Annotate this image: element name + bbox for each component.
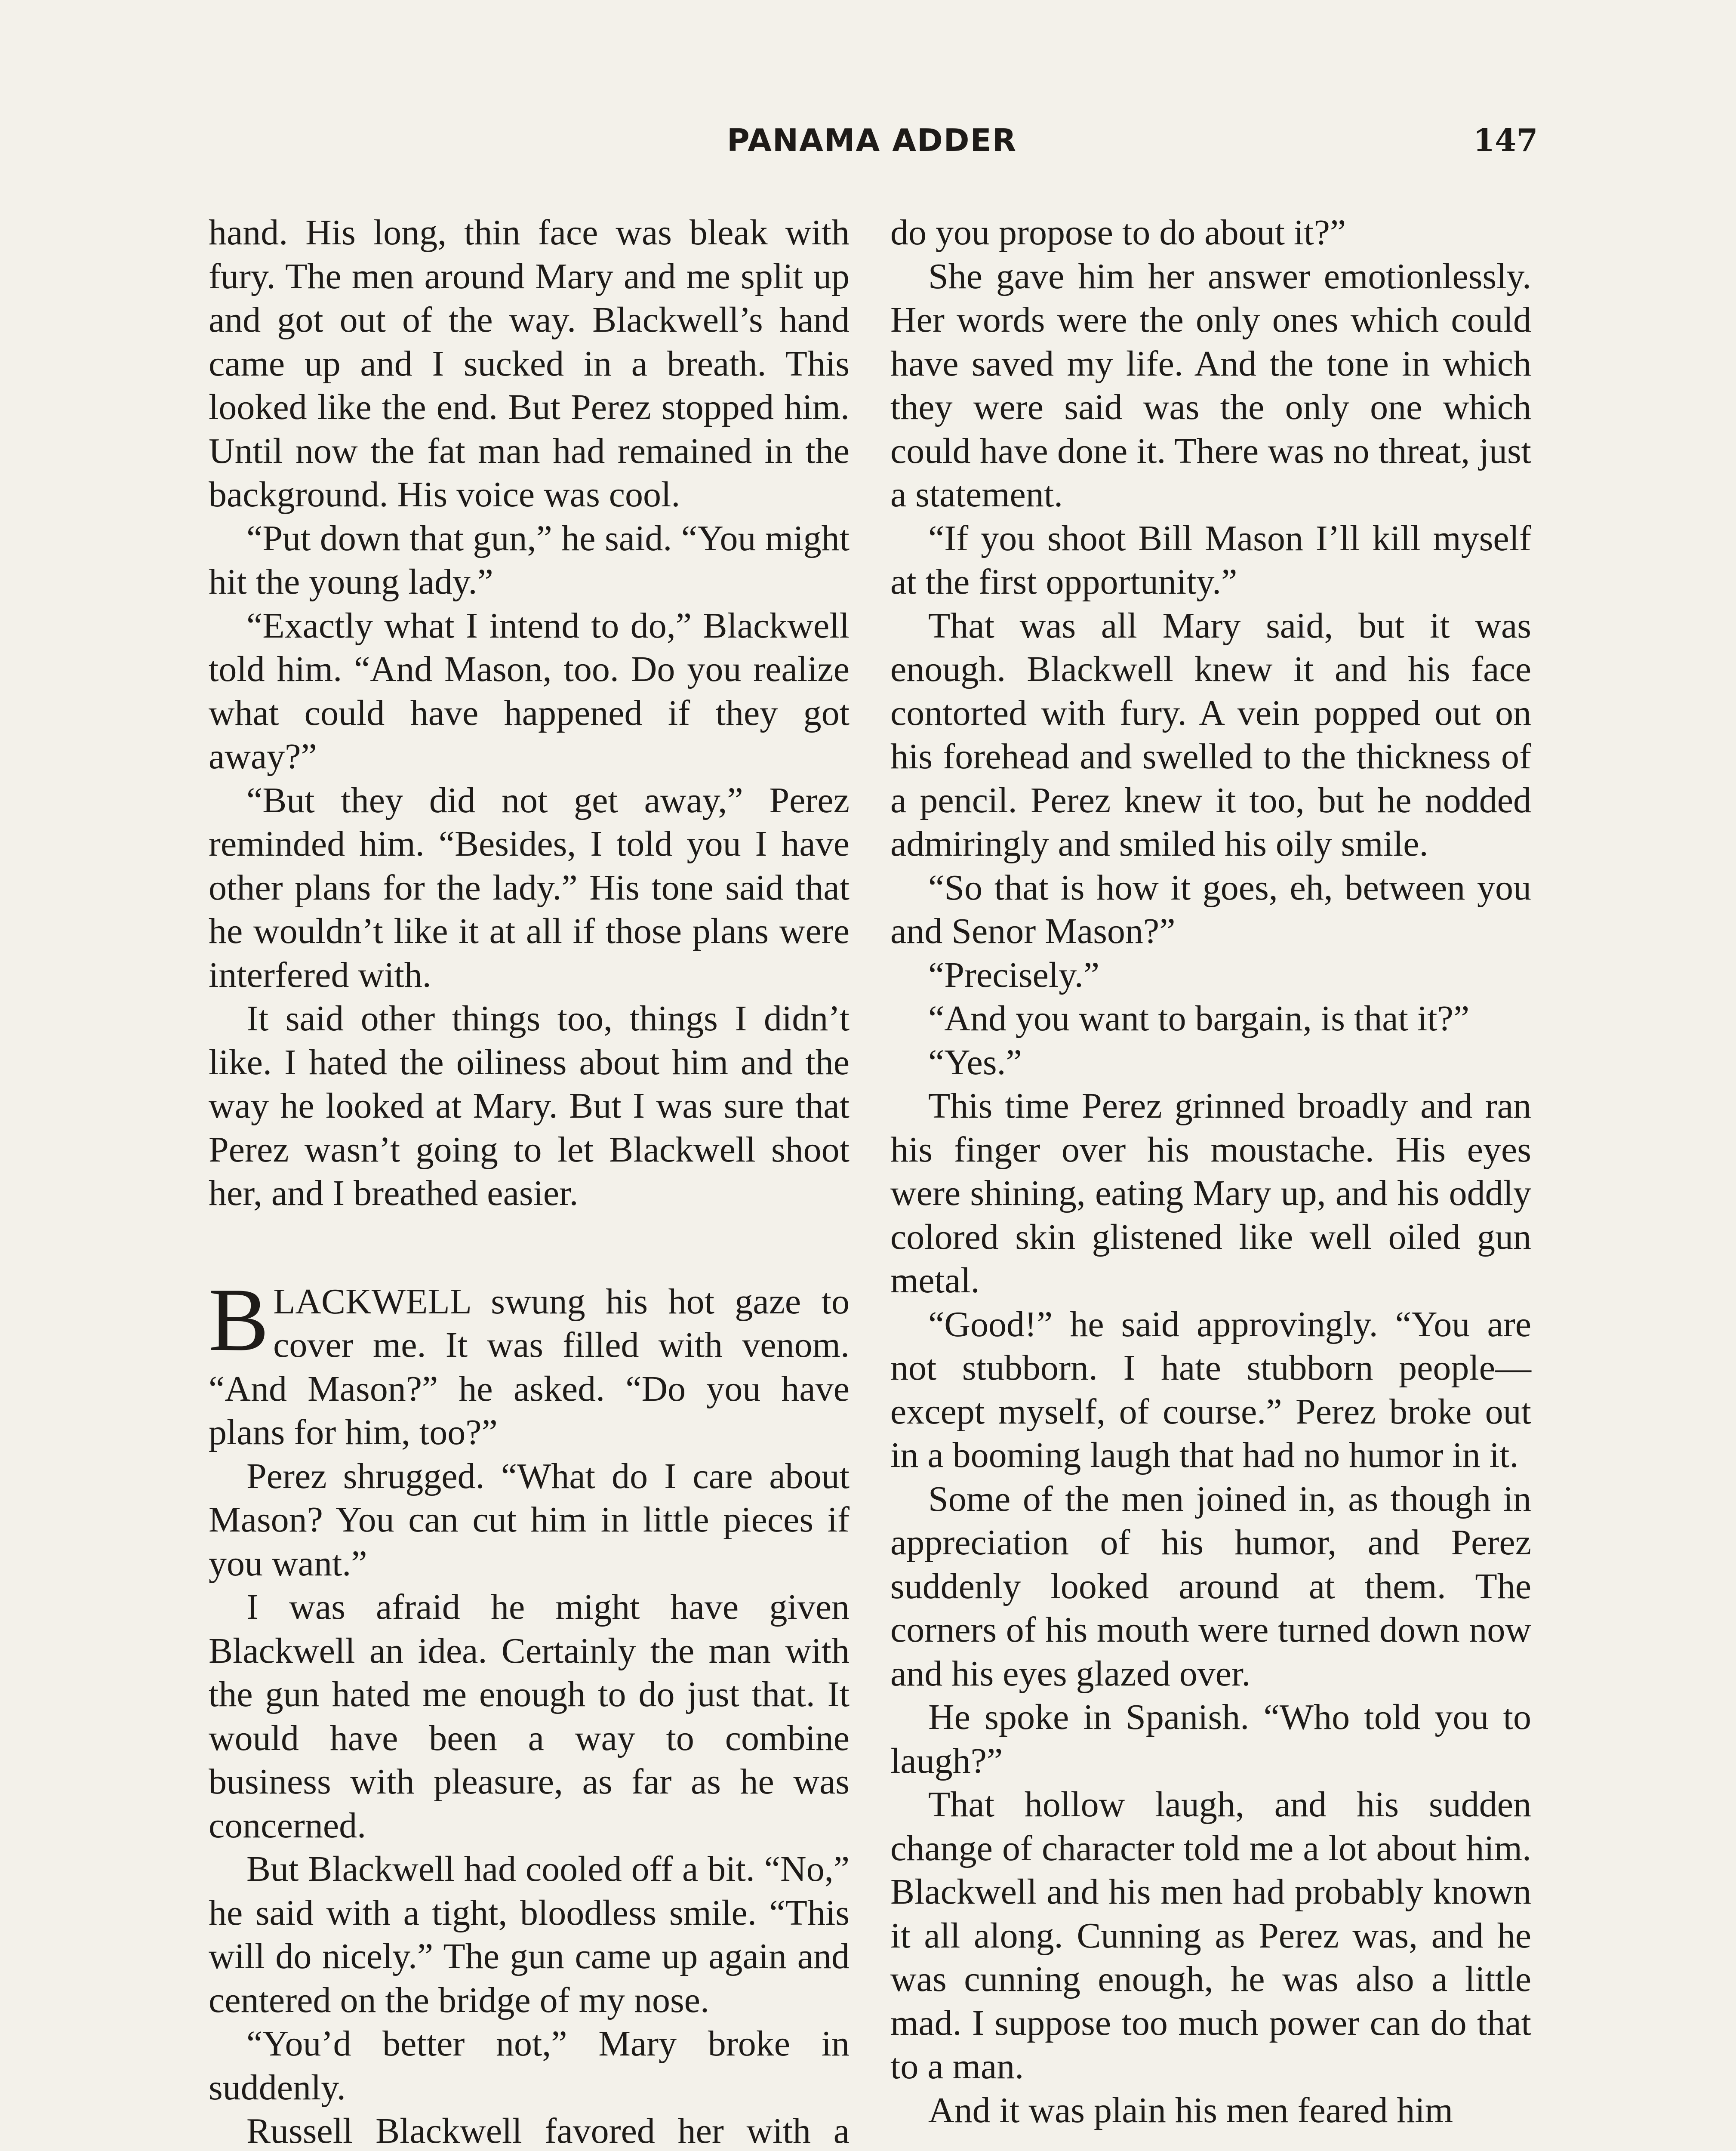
left-text-column: [209, 211, 850, 2151]
paragraph: “If you shoot Bill Mason I’ll kill myself at the first opportunity.”: [890, 518, 1531, 602]
paragraph: do you propose to do about it?”: [890, 213, 1346, 253]
paragraph: And it was plain his men feared him: [928, 2090, 1453, 2130]
paragraph: That was all Mary said, but it was enough. Blackwell knew it and his face contorted with fury. A vein popped out on his forehead and swelled to the thickness of a pencil. Perez knew it too, but he nodded admiringly and smiled his oily smile.: [890, 605, 1531, 864]
paragraph: That hollow laugh, and his sudden change of character told me a lot about him. Blackwell and his men had probably known it all along. Cunning as Perez was, and he was cunning enough, he was also a little mad. I suppose too much power can do that to a man.: [890, 1784, 1531, 2086]
drop-cap: B: [209, 1270, 269, 1370]
paragraph: But Blackwell had cooled off a bit. “No,” he said with a tight, bloodless smile. “This will do nicely.” The gun came up again and centered on the bridge of my nose.: [209, 1849, 850, 2020]
paragraph: Perez shrugged. “What do I care about Mason? You can cut him in little pieces if you want.”: [209, 1456, 850, 1584]
paragraph: This time Perez grinned broadly and ran his finger over his moustache. His eyes were shining, eating Mary up, and his oddly colored skin glistened like well oiled gun metal.: [890, 1086, 1531, 1300]
section-first-paragraph: [209, 1270, 850, 1455]
paragraph: “So that is how it goes, eh, between you and Senor Mason?”: [890, 867, 1531, 951]
paragraph: “Good!” he said approvingly. “You are not stubborn. I hate stubborn people—except myself, of course.” Perez broke out in a booming laugh that had no humor in it.: [890, 1304, 1531, 1475]
page-header-title: PANAMA ADDER: [727, 122, 1017, 158]
paragraph: She gave him her answer emotionlessly. Her words were the only ones which could have saved my life. And the tone in which they were said was the only one which could have done it. There was no threat, just a statement.: [890, 256, 1531, 515]
paragraph: “Put down that gun,” he said. “You might hit the young lady.”: [209, 518, 850, 602]
paragraph: “Exactly what I intend to do,” Blackwell told him. “And Mason, too. Do you realize what could have happened if they got away?”: [209, 605, 850, 777]
paragraph: hand. His long, thin face was bleak with fury. The men around Mary and me split up and got out of the way. Blackwell’s hand came up and I sucked in a breath. This looked like the end. But Perez stopped him. Until now the fat man had remained in the background. His voice was cool.: [209, 213, 850, 515]
paragraph: “But they did not get away,” Perez reminded him. “Besides, I told you I have other plans for the lady.” His tone said that he wouldn’t like it at all if those plans were interfered with.: [209, 780, 850, 995]
paragraph: Russell Blackwell favored her with a: [246, 2111, 850, 2151]
section-first-paragraph-text: swung his hot gaze to cover me. It was filled with venom. “And Mason?” he asked. “Do you have plans for him, too?”: [209, 1281, 850, 1452]
page-number: 147: [1473, 122, 1538, 158]
paragraph: He spoke in Spanish. “Who told you to laugh?”: [890, 1697, 1531, 1781]
paragraph: I was afraid he might have given Blackwell an idea. Certainly the man with the gun hated me enough to do just that. It would have been a way to combine business with pleasure, as far as he was concerned.: [209, 1587, 850, 1846]
section-first-word: LACKWELL: [273, 1281, 471, 1322]
paragraph: “Yes.”: [928, 1042, 1022, 1082]
paragraph: Some of the men joined in, as though in appreciation of his humor, and Perez suddenly looked around at them. The corners of his mouth were turned down now and his eyes glazed over.: [890, 1479, 1531, 1694]
paragraph: “Precisely.”: [928, 955, 1100, 995]
right-text-column: [890, 211, 1531, 2132]
paragraph: “You’d better not,” Mary broke in suddenly.: [209, 2024, 850, 2108]
paragraph: It said other things too, things I didn’t like. I hated the oiliness about him and the way he looked at Mary. But I was sure that Perez wasn’t going to let Blackwell shoot her, and I breathed easier.: [209, 998, 850, 1213]
paragraph: “And you want to bargain, is that it?”: [928, 998, 1470, 1039]
